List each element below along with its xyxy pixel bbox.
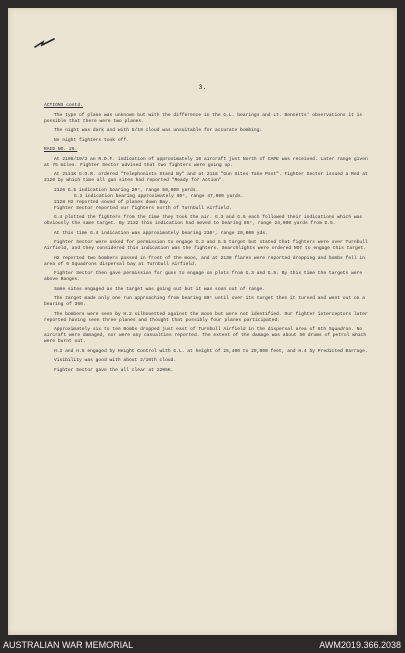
paragraph: At this time G.4 indication was approximately bearing 230°, range 20,000 yds. xyxy=(54,230,268,236)
paragraph: The bombers were seen by H.2 silhouetted against the moon but were not identified. Our fighter interceptors later reported having seen three planes and thought that possibly four planes participated. xyxy=(44,311,368,323)
paragraph: Approximately six to ten Bombs dropped just east of Turnbull Airfield in the dispersal area of 6th Squadron. No aircraft were damaged, nor were any casualties reported. The extent of the damage was about 50 drums of petrol which were burnt out. xyxy=(44,327,367,344)
paragraph: Fighter Sector then gave permission for guns to engage on plots from G.3 and G.5. By this time the targets were above Ranges. xyxy=(44,271,363,282)
footer-bar xyxy=(0,637,405,653)
paragraph: The target made only one run approaching from bearing 80° until over its target then it turned and went out on a bearing of 360. xyxy=(44,296,365,307)
pen-mark-icon xyxy=(34,38,56,48)
footer-institution: AUSTRALIAN WAR MEMORIAL xyxy=(3,640,134,650)
reading-line: G.3 indication bearing approximately 60°, range 47,000 yards. xyxy=(74,193,244,199)
paragraph: H2 reported two bombers passed in front of the moon, and at 2138 flares were reported dropping and bombs fell in area of 6 Squadrons dispersal bay at Turnbull Airfield. xyxy=(44,255,365,267)
paragraph: At 2105/19/3 an R.D.F. indication of approximately 10 aircraft just North of CAPE was received. Later range given at 75 miles. Fighter Sector advised that two fighters were going up. xyxy=(44,156,368,168)
raid-title: RAID NO. 26. xyxy=(44,147,78,152)
paragraph: Fighter Sector reported our fighters north of Turnbull Airfield. xyxy=(54,205,232,211)
document-page xyxy=(8,8,397,635)
footer-accession-number: AWM2019.366.2038 xyxy=(319,640,401,650)
paragraph: Fighter Sector were asked for permission to engage G.3 and G.5 target but stated that fighters were over Turnbull Airfield, and they considered this indication was the fighters. Searchlights were ordered NOT to engage this target. xyxy=(44,240,368,251)
paragraph: Some sites engaged as the target was going out but it was soon out of range. xyxy=(54,286,266,292)
paragraph: Fighter Sector gave the all clear at 2205K. xyxy=(54,367,174,373)
paragraph: H.3 and H.5 engaged by Height Control with G.L. at height of 25,400 to 29,000 feet, and H.4 by Predicted Barrage. xyxy=(54,348,368,354)
reading-line: 2126 G.5 indication bearing 20°, range 50,000 yards. xyxy=(54,187,199,193)
paragraph: The night was dark and with 5/10 cloud was unsuitable for accurate bombing. xyxy=(54,128,263,133)
page-number: 3. xyxy=(198,84,207,91)
document-body xyxy=(44,103,374,377)
paragraph: Visibility was good with about 2/10th cloud. xyxy=(54,358,177,363)
reading-line: 2128 H2 reported sound of planes down Bay. xyxy=(54,199,171,205)
paragraph: The type of plane was unknown but with the difference in the G.L. bearings and Lt. Bennetts' observations it is possible that there were two planes. xyxy=(44,112,363,124)
paragraph: No night fighters took off. xyxy=(54,137,129,143)
paragraph: G.4 plotted the fighters from the time they took the air. G.3 and G.5 each followed their indications which was obviously the same target. By 2132 this indication had moved to bearing 85°, range 24,000 yards from G.5. xyxy=(44,215,363,226)
paragraph: At 2111K G.O.R. ordered "Telephonists Stand By" and at 2118 "Gun Sites Take Post". Fighter Sector issued a Red at 2120 by which time all gun sites had reported "Ready for Action". xyxy=(44,172,368,183)
section-heading: ACTIONS contd. xyxy=(44,103,83,108)
